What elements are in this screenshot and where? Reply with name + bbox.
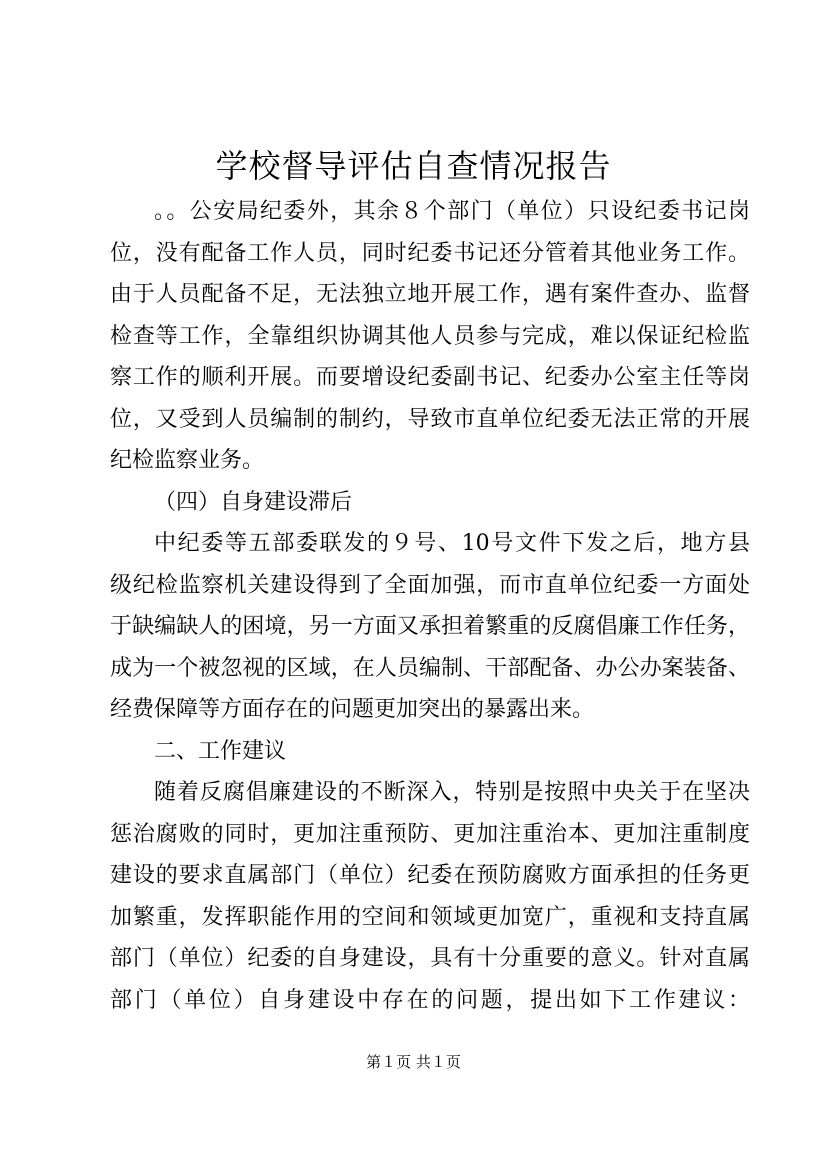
section-heading: （四）自身建设滞后 <box>154 489 353 515</box>
document-body <box>110 191 750 1021</box>
page-footer: 第１页 共１页 <box>366 1053 461 1071</box>
body-line: 惩治腐败的同时，更加注重预防、更加注重治本、更加注重制度 <box>110 821 750 847</box>
body-line: 察工作的顺利开展。而要增设纪委副书记、纪委办公室主任等岗 <box>110 365 750 390</box>
body-line: 纪检监察业务。 <box>110 448 265 473</box>
body-line: 。。公安局纪委外，其余８个部门（单位）只设纪委书记岗 <box>154 199 750 224</box>
document-title: 学校督导评估自查情况报告 <box>215 147 612 185</box>
body-line: 部门（单位）自身建设中存在的问题，提出如下工作建议： <box>110 987 750 1013</box>
section-heading: 二、工作建议 <box>154 738 287 764</box>
body-line: 中纪委等五部委联发的９号、10号文件下发之后，地方县 <box>154 531 750 556</box>
body-line: 部门（单位）纪委的自身建设，具有十分重要的意义。针对直属 <box>110 946 750 971</box>
body-line: 由于人员配备不足，无法独立地开展工作，遇有案件查办、监督 <box>110 282 750 307</box>
body-line: 成为一个被忽视的区域，在人员编制、干部配备、办公办案装备、 <box>110 655 750 681</box>
body-line: 建设的要求直属部门（单位）纪委在预防腐败方面承担的任务更 <box>110 863 750 888</box>
body-line: 检查等工作，全靠组织协调其他人员参与完成，难以保证纪检监 <box>110 323 750 349</box>
body-line: 于缺编缺人的困境，另一方面又承担着繁重的反腐倡廉工作任务， <box>110 614 750 639</box>
body-line: 随着反腐倡廉建设的不断深入，特别是按照中央关于在坚决 <box>154 780 750 805</box>
body-line: 加繁重，发挥职能作用的空间和领域更加宽广，重视和支持直属 <box>110 904 750 930</box>
body-line: 位，又受到人员编制的制约，导致市直单位纪委无法正常的开展 <box>110 406 750 432</box>
body-line: 经费保障等方面存在的问题更加突出的暴露出来。 <box>110 697 595 722</box>
body-line: 级纪检监察机关建设得到了全面加强，而市直单位纪委一方面处 <box>110 572 750 598</box>
body-line: 位，没有配备工作人员，同时纪委书记还分管着其他业务工作。 <box>110 240 750 266</box>
